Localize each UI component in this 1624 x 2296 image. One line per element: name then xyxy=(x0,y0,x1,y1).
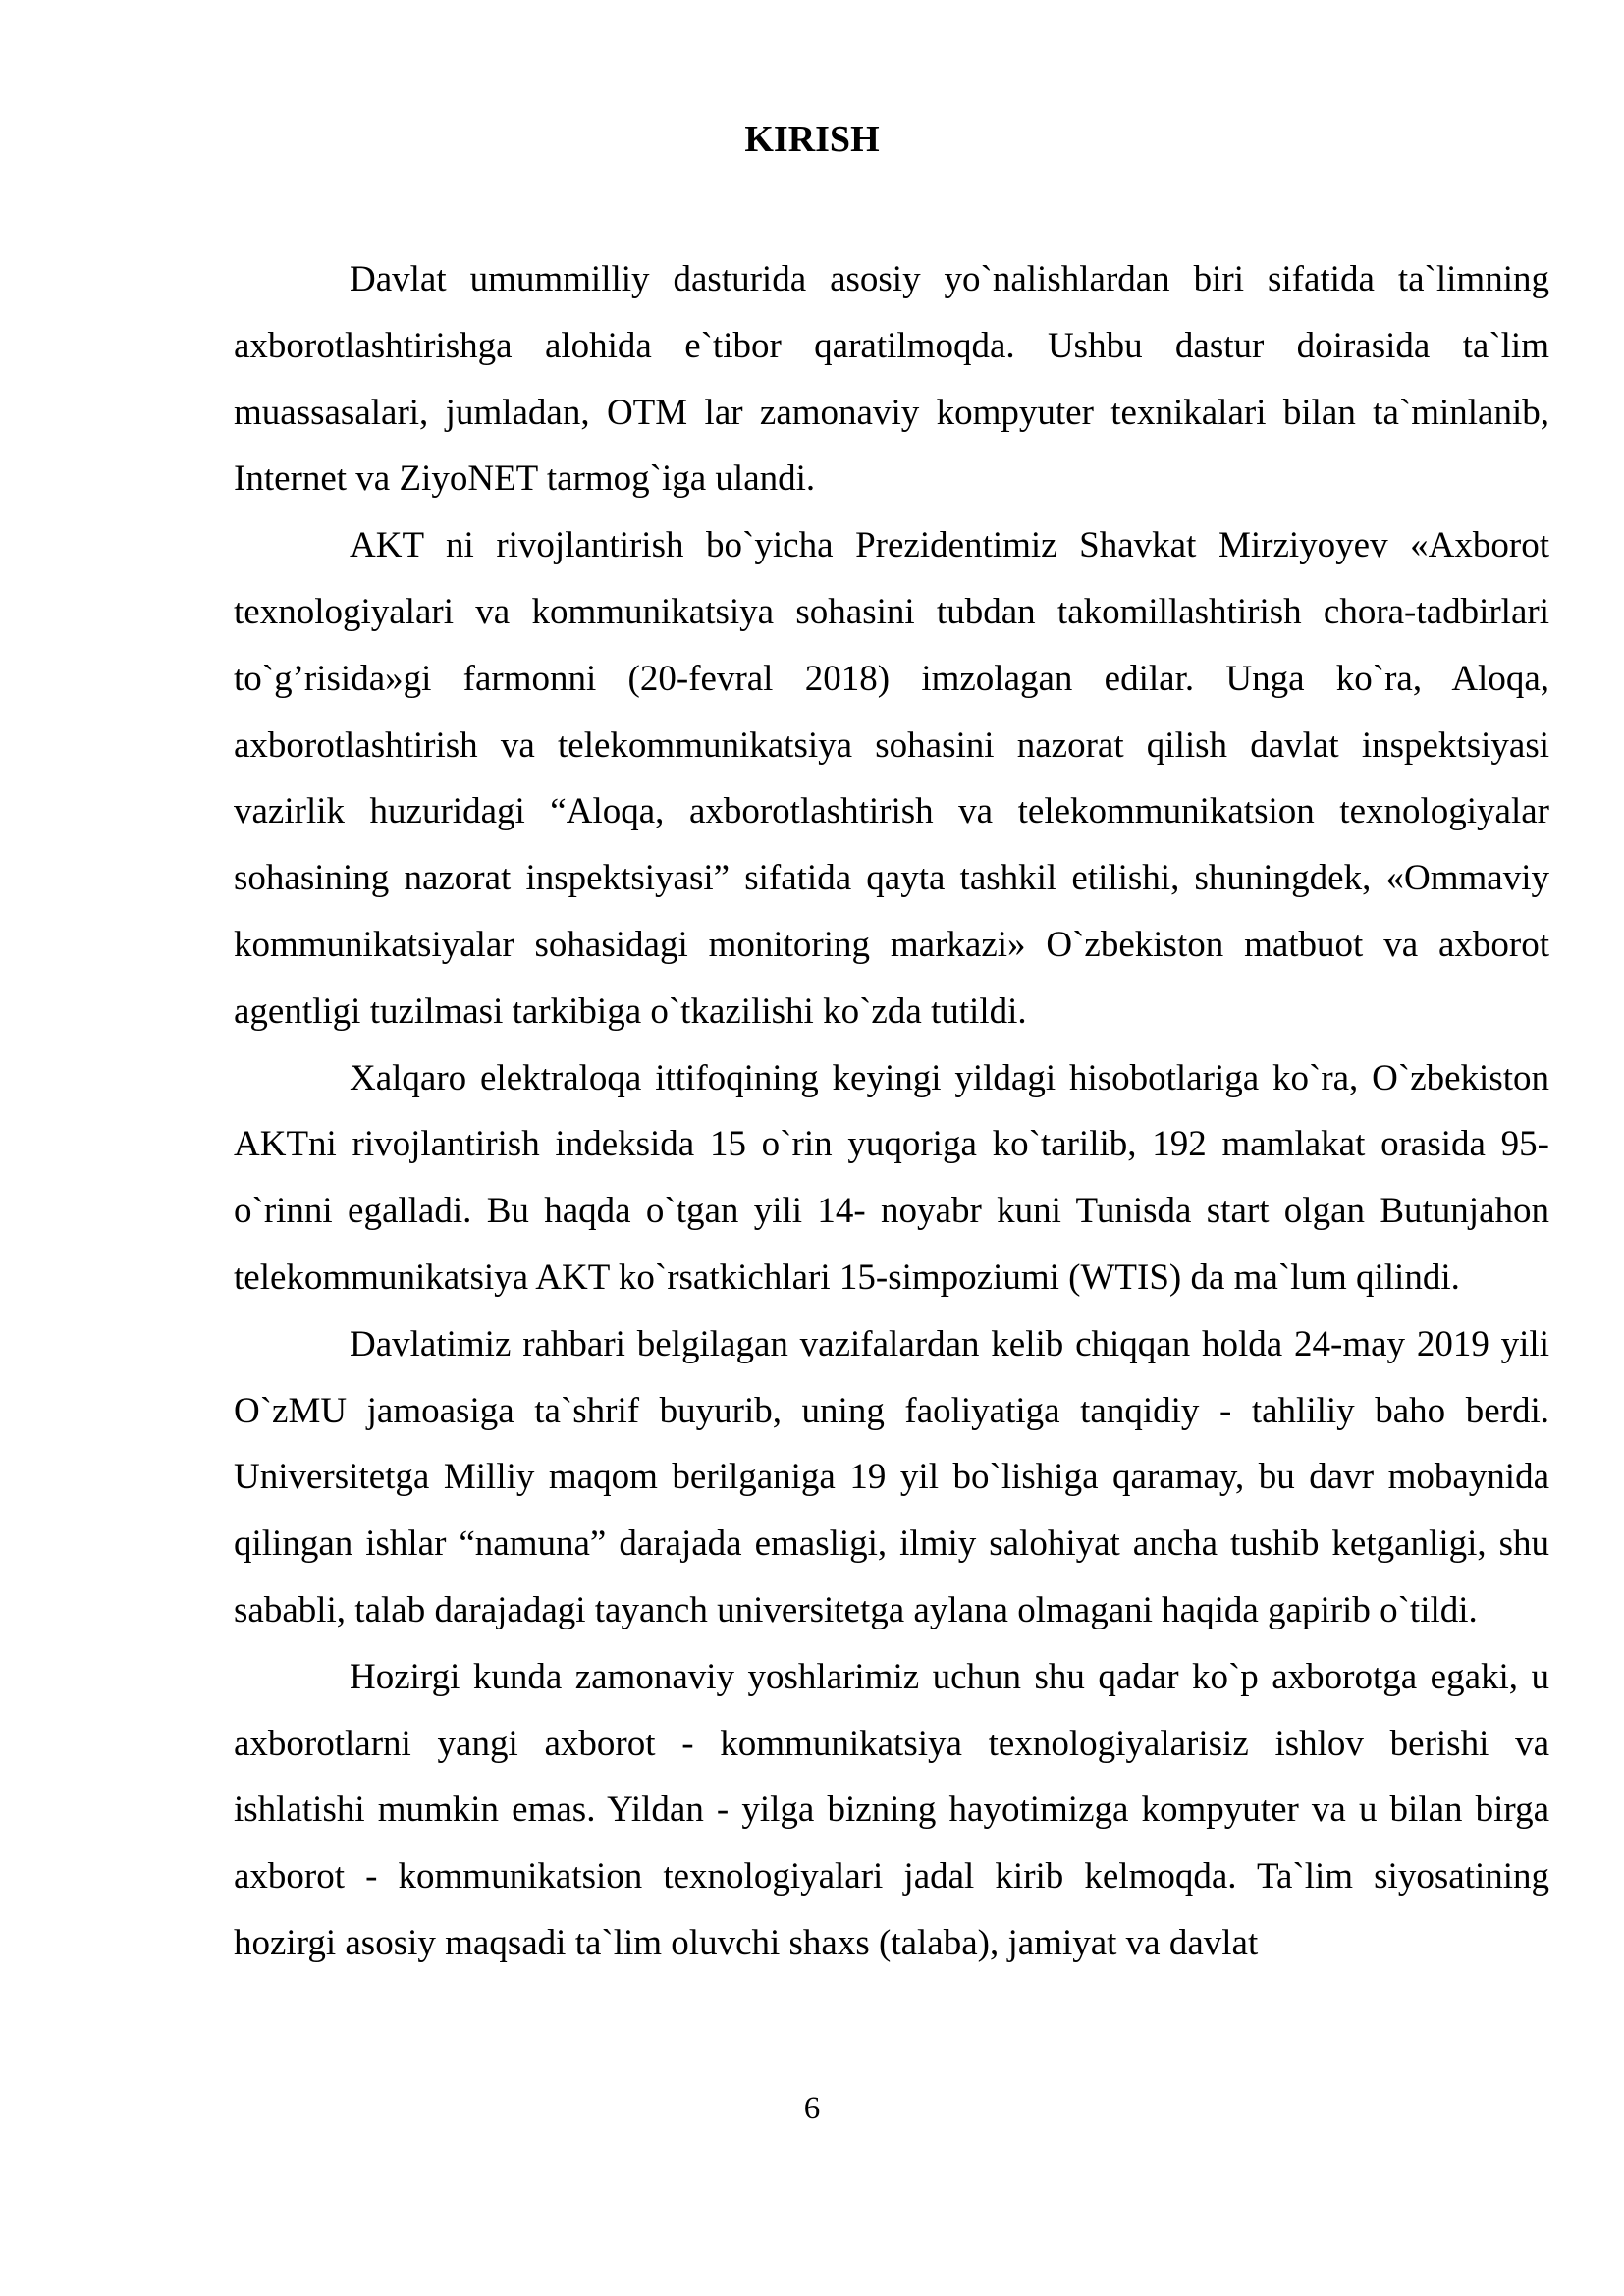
page-number: 6 xyxy=(803,2091,821,2126)
paragraph-3: Xalqaro elektraloqa ittifoqining keyingi yildagi hisobotlariga ko`ra, O`zbekiston AKTni rivojlantirish indeksida 15 o`rin yuqoriga ko`tarilib, 192 mamlakat orasida 95-o`rinni egalladi. Bu haqda o`tgan yili 14- noyabr kuni Tunisda start olgan Butunjahon telekommunikatsiya AKT ko`rsatkichlari 15-simpoziumi (WTIS) da ma`lum qilindi. xyxy=(234,1057,1549,1298)
page-title: KIRISH xyxy=(744,119,880,160)
paragraph-1: Davlat umummilliy dasturida asosiy yo`nalishlardan biri sifatida ta`limning axborotlashtirishga alohida e`tibor qaratilmoqda. Ushbu dastur doirasida ta`lim muassasalari, jumladan, OTM lar zamonaviy kompyuter texnikalari bilan ta`minlanib, Internet va ZiyoNET tarmog`iga ulandi. xyxy=(234,259,1549,500)
paragraph-2: AKT ni rivojlantirish bo`yicha Prezidentimiz Shavkat Mirziyoyev «Axborot texnologiyalari va kommunikatsiya sohasini tubdan takomillashtirish chora-tadbirlari to`g’risida»gi farmonni (20-fevral 2018) imzolagan edilar. Unga ko`ra, Aloqa, axborotlashtirish va telekommunikatsiya sohasini nazorat qilish davlat inspektsiyasi vazirlik huzuridagi “Aloqa, axborotlashtirish va telekommunikatsion texnologiyalar sohasining nazorat inspektsiyasi” sifatida qayta tashkil etilishi, shuningdek, «Ommaviy kommunikatsiyalar sohasidagi monitoring markazi» O`zbekiston matbuot va axborot agentligi tuzilmasi tarkibiga o`tkazilishi ko`zda tutildi. xyxy=(234,525,1549,1032)
paragraph-5: Hozirgi kunda zamonaviy yoshlarimiz uchun shu qadar ko`p axborotga egaki, u axborotlarni yangi axborot - kommunikatsiya texnologiyalarisiz ishlov berishi va ishlatishi mumkin emas. Yildan - yilga bizning hayotimizga kompyuter va u bilan birga axborot - kommunikatsion texnologiyalari jadal kirib kelmoqda. Ta`lim siyosatining hozirgi asosiy maqsadi ta`lim oluvchi shaxs (talaba), jamiyat va davlat xyxy=(234,1656,1549,1963)
body-text xyxy=(234,246,1549,1977)
paragraph-4: Davlatimiz rahbari belgilagan vazifalardan kelib chiqqan holda 24-may 2019 yili O`zMU jamoasiga ta`shrif buyurib, uning faoliyatiga tanqidiy - tahliliy baho berdi. Universitetga Milliy maqom berilganiga 19 yil bo`lishiga qaramay, bu davr mobaynida qilingan ishlar “namuna” darajada emasligi, ilmiy salohiyat ancha tushib ketganligi, shu sababli, talab darajadagi tayanch universitetga aylana olmagani haqida gapirib o`tildi. xyxy=(234,1323,1549,1630)
